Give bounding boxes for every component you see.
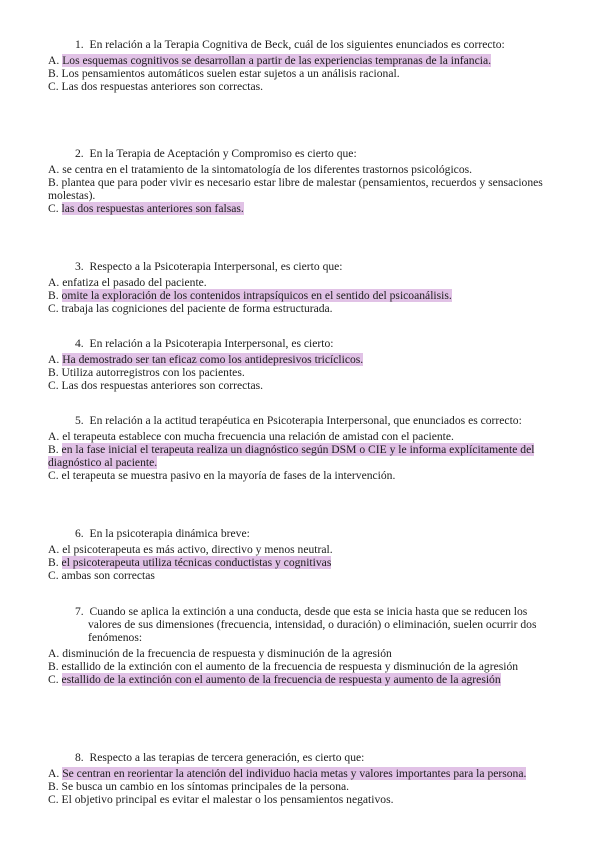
option-b: B. Los pensamientos automáticos suelen estar sujetos a un análisis racional.	[48, 67, 400, 80]
options-list	[0, 54, 607, 93]
option-b: B. omite la exploración de los contenidos intrapsíquicos en el sentido del psicoanálisis.	[48, 289, 452, 302]
option-c: C. el terapeuta se muestra pasivo en la mayoría de fases de la intervención.	[48, 469, 396, 482]
option-b: B. Utiliza autorregistros con los pacientes.	[48, 366, 245, 379]
highlighted-answer: las dos respuestas anteriores son falsas.	[61, 202, 244, 215]
highlighted-answer: Ha demostrado ser tan eficaz como los antidepresivos tricíclicos.	[62, 353, 364, 366]
question-7	[0, 605, 607, 686]
option-b: B. plantea que para poder vivir es necesario estar libre de malestar (pensamientos, recuerdos y sensaciones molestas).	[48, 176, 543, 202]
question-stem: 6. En la psicoterapia dinámica breve:	[75, 527, 250, 540]
option-a: A. Se centran en reorientar la atención del individuo hacia metas y valores importantes para la persona.	[48, 767, 527, 780]
options-list	[0, 353, 607, 392]
options-list	[0, 543, 607, 582]
question-8	[0, 751, 607, 806]
options-list	[0, 767, 607, 806]
option-c: C. estallido de la extinción con el aumento de la frecuencia de respuesta y aumento de la agresión	[48, 673, 501, 686]
option-b: B. el psicoterapeuta utiliza técnicas conductistas y cognitivas	[48, 556, 332, 569]
question-stem: 3. Respecto a la Psicoterapia Interpersonal, es cierto que:	[75, 260, 343, 273]
option-c: C. El objetivo principal es evitar el malestar o los pensamientos negativos.	[48, 793, 394, 806]
question-stem: 2. En la Terapia de Aceptación y Compromiso es cierto que:	[75, 147, 357, 160]
option-a: A. el psicoterapeuta es más activo, directivo y menos neutral.	[48, 543, 333, 556]
option-a: A. Ha demostrado ser tan eficaz como los antidepresivos tricíclicos.	[48, 353, 364, 366]
question-5	[0, 414, 607, 482]
option-c: C. Las dos respuestas anteriores son correctas.	[48, 379, 264, 392]
option-a: A. el terapeuta establece con mucha frecuencia una relación de amistad con el paciente.	[48, 430, 454, 443]
highlighted-answer: omite la exploración de los contenidos intrapsíquicos en el sentido del psicoanálisis.	[61, 289, 452, 302]
option-a: A. se centra en el tratamiento de la sintomatología de los diferentes trastornos psicológicos.	[48, 163, 473, 176]
question-stem: 8. Respecto a las terapias de tercera generación, es cierto que:	[75, 751, 365, 764]
option-c: C. las dos respuestas anteriores son falsas.	[48, 202, 244, 215]
highlighted-answer: en la fase inicial el terapeuta realiza un diagnóstico según DSM o CIE y le informa explícitamente del diagnóstico al paciente.	[48, 443, 535, 469]
options-list	[0, 163, 607, 215]
option-b: B. estallido de la extinción con el aumento de la frecuencia de respuesta y disminución de la agresión	[48, 660, 519, 673]
options-list	[0, 276, 607, 315]
question-2	[0, 147, 607, 215]
option-a: A. Los esquemas cognitivos se desarrollan a partir de las experiencias tempranas de la infancia.	[48, 54, 491, 67]
highlighted-answer: estallido de la extinción con el aumento de la frecuencia de respuesta y aumento de la agresión	[61, 673, 501, 686]
option-c: C. ambas son correctas	[48, 569, 155, 582]
question-stem: 7. Cuando se aplica la extinción a una conducta, desde que esta se inicia hasta que se reducen los valores de sus dimensiones (frecuencia, intensidad, o duración) o eliminación, suelen ocurrir dos fenómenos:	[75, 605, 537, 644]
highlighted-answer: Se centran en reorientar la atención del individuo hacia metas y valores importantes para la persona.	[62, 767, 527, 780]
option-a: A. disminución de la frecuencia de respuesta y disminución de la agresión	[48, 647, 392, 660]
question-6	[0, 527, 607, 582]
highlighted-answer: el psicoterapeuta utiliza técnicas conductistas y cognitivas	[61, 556, 332, 569]
options-list	[0, 647, 607, 686]
option-b: B. Se busca un cambio en los síntomas principales de la persona.	[48, 780, 350, 793]
highlighted-answer: Los esquemas cognitivos se desarrollan a partir de las experiencias tempranas de la infancia.	[62, 54, 491, 67]
option-a: A. enfatiza el pasado del paciente.	[48, 276, 207, 289]
question-1	[0, 38, 607, 93]
options-list	[0, 430, 607, 482]
question-4	[0, 337, 607, 392]
option-c: C. Las dos respuestas anteriores son correctas.	[48, 80, 264, 93]
option-b: B. en la fase inicial el terapeuta realiza un diagnóstico según DSM o CIE y le informa explícitamente del diagnóstico al paciente.	[48, 443, 535, 469]
question-3	[0, 260, 607, 315]
question-stem: 1. En relación a la Terapia Cognitiva de Beck, cuál de los siguientes enunciados es correcto:	[75, 38, 505, 51]
question-stem: 4. En relación a la Psicoterapia Interpersonal, es cierto:	[75, 337, 334, 350]
option-c: C. trabaja las cogniciones del paciente de forma estructurada.	[48, 302, 333, 315]
question-stem: 5. En relación a la actitud terapéutica en Psicoterapia Interpersonal, que enunciados es correcto:	[75, 414, 522, 427]
